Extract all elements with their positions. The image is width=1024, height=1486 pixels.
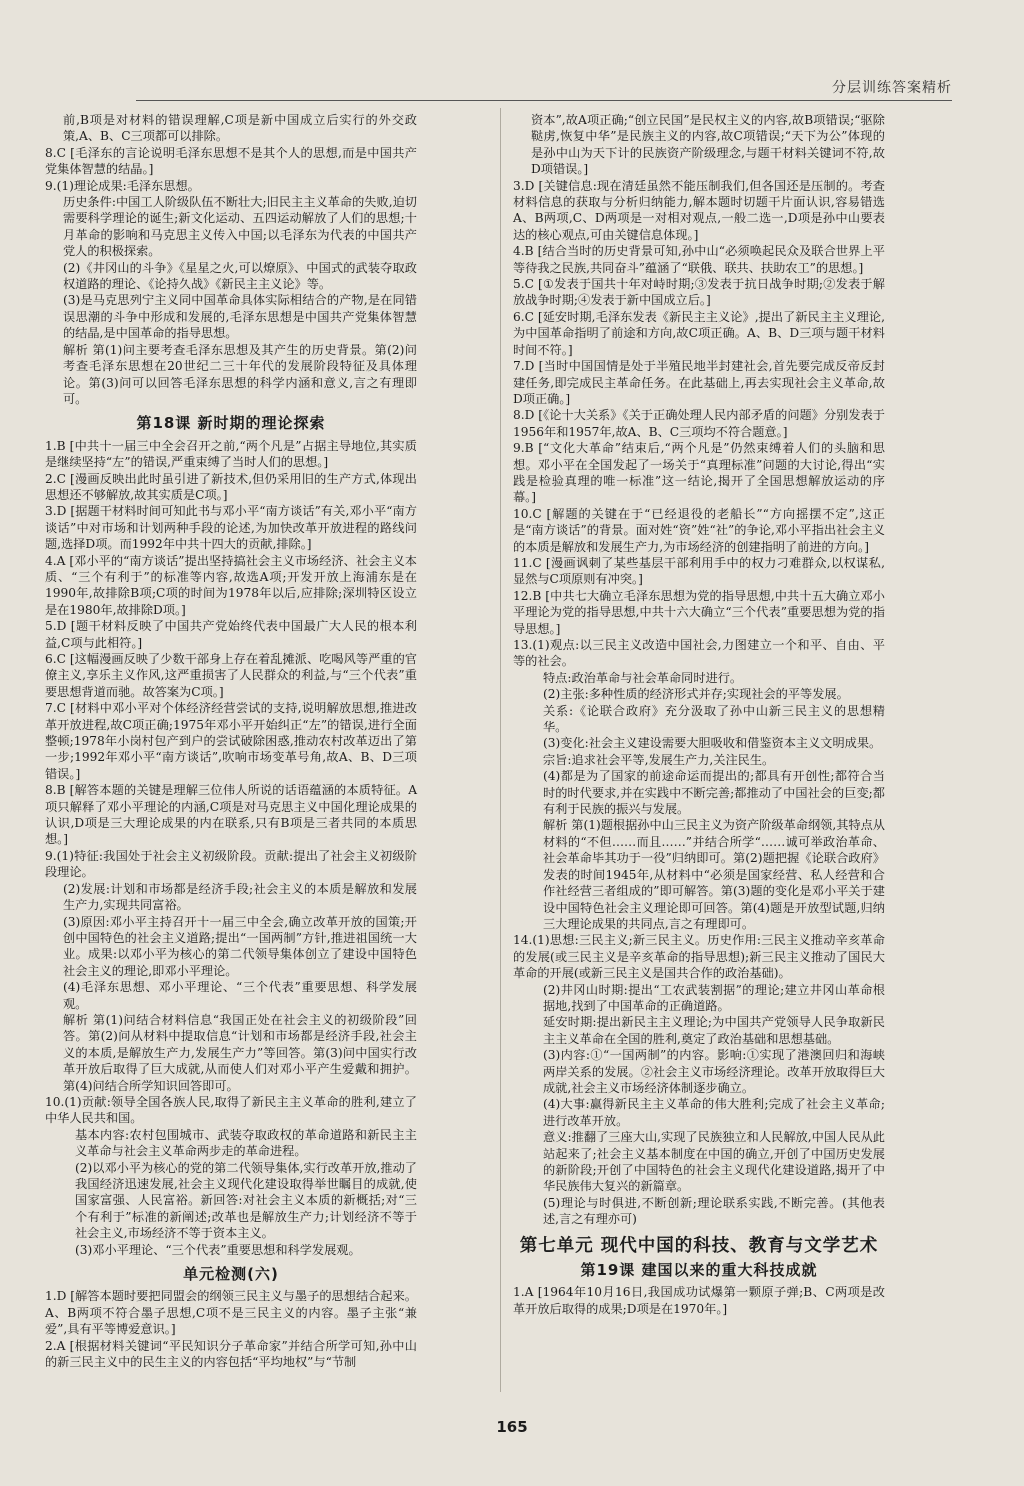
answer-paragraph: 5.D [题干材料反映了中国共产党始终代表中国最广大人民的根本利益,C项与此相符。] xyxy=(45,619,417,650)
answer-paragraph: 8.C [毛泽东的言论说明毛泽东思想不是其个人的思想,而是中国共产党集体智慧的结晶。] xyxy=(45,145,417,177)
answer-paragraph: 解析 第(1)题根据孙中山三民主义为资产阶级革命纲领,其特点从材料的“不但……而且……”并结合所学“……诚可举政治革命、社会革命毕其功于一役”归纳即可。第(2)题把握《论联合政府》发表的时间1945年,从材料中“必须是国家经营、私人经营和合作社经营三者组成的”即可解答。第(3)题的变化是邓小平关于建设中国特色社会主义理论即可回答。第(4)题是开放型试题,归纳三大理论成果的共同点,言之有理即可。 xyxy=(543,818,885,931)
answer-paragraph: 意义:推翻了三座大山,实现了民族独立和人民解放,中国人民从此站起来了;社会主义基本制度在中国的确立,开创了中国历史发展的新阶段;开创了中国特色的社会主义现代化建设道路,揭开了中华民族伟大复兴的新篇章。 xyxy=(543,1130,885,1194)
answer-paragraph: 10.(1)贡献:领导全国各族人民,取得了新民主主义革命的胜利,建立了中华人民共和国。 xyxy=(45,1094,417,1126)
answer-paragraph: 4.A [邓小平的“南方谈话”提出坚持搞社会主义市场经济、社会主义本质、“三个有利于”的标准等内容,故选A项;开发开放上海浦东是在1990年,故排除B项;C项的时间为1978年以后,应排除;深圳特区设立是在1980年,故排除D项。] xyxy=(45,553,417,617)
answer-paragraph: (4)都是为了国家的前途命运而提出的;都具有开创性;都符合当时的时代要求,并在实践中不断完善;都推动了中国社会的巨变;都有利于民族的振兴与发展。 xyxy=(543,769,885,817)
answer-paragraph: 7.D [当时中国国情是处于半殖民地半封建社会,首先要完成反帝反封建任务,即完成民主革命任务。在此基础上,再去实现社会主义革命,故D项正确。] xyxy=(513,359,885,406)
answer-paragraph: (2)井冈山时期:提出“工农武装割据”的理论;建立井冈山革命根据地,找到了中国革命的正确道路。 xyxy=(543,982,885,1013)
answer-paragraph: 12.B [中共七大确立毛泽东思想为党的指导思想,中共十五大确立邓小平理论为党的指导思想,中共十六大确立“三个代表”重要思想为党的指导思想。] xyxy=(513,588,885,636)
answer-paragraph: 13.(1)观点:以三民主义改造中国社会,力图建立一个和平、自由、平等的社会。 xyxy=(513,638,885,669)
answer-paragraph: 宗旨:追求社会平等,发展生产力,关注民生。 xyxy=(543,752,775,767)
right-column xyxy=(513,112,885,1317)
answer-paragraph: 解析 第(1)问主要考查毛泽东思想及其产生的历史背景。第(2)问考查毛泽东思想在20世纪二三十年代的发展阶段特征及具体理论。第(3)问可以回答毛泽东思想的科学内涵和意义,言之有理即可。 xyxy=(63,342,417,406)
answer-paragraph: (2)《井冈山的斗争》《星星之火,可以燎原》、中国式的武装夺取政权道路的理论、《论持久战》《新民主主义论》等。 xyxy=(63,260,417,292)
answer-paragraph: 资本”,故A项正确;“创立民国”是民权主义的内容,故B项错误;“驱除鞑虏,恢复中华”是民族主义的内容,故C项错误;“天下为公”体现的是孙中山为天下计的民族资产阶级理念,与题干材料关键词不符,故D项错误。] xyxy=(531,113,885,177)
answer-paragraph: 2.C [漫画反映出此时虽引进了新技术,但仍采用旧的生产方式,体现出思想还不够解放,故其实质是C项。] xyxy=(45,471,417,502)
answer-paragraph: 前,B项是对材料的错误理解,C项是新中国成立后实行的外交政策,A、B、C三项都可以排除。 xyxy=(63,113,417,144)
answer-paragraph: (3)变化:社会主义建设需要大胆吸收和借鉴资本主义文明成果。 xyxy=(543,736,882,751)
left-column xyxy=(45,112,417,1370)
answer-paragraph: 1.A [1964年10月16日,我国成功试爆第一颗原子弹;B、C两项是改革开放后取得的成果;D项是在1970年。] xyxy=(513,1285,885,1316)
section-heading: 第19课 建国以来的重大科技成就 xyxy=(580,1261,818,1280)
answer-paragraph: 9.B [“文化大革命”结束后,“两个凡是”仍然束缚着人们的头脑和思想。邓小平在全国发起了一场关于“真理标准”问题的大讨论,得出“实践是检验真理的唯一标准”这一结论,揭开了全国思想解放运动的序幕。] xyxy=(513,441,885,505)
answer-paragraph: 10.C [解题的关键在于“已经退役的老船长”“方向摇摆不定”,这正是“南方谈话”的背景。面对姓“资”姓“社”的争论,邓小平指出社会主义的本质是解放和发展生产力,为市场经济的创建指明了前进的方向。] xyxy=(513,506,885,554)
answer-paragraph: (5)理论与时俱进,不断创新;理论联系实践,不断完善。(其他表述,言之有理亦可) xyxy=(543,1195,885,1227)
answer-paragraph: 8.D [《论十大关系》《关于正确处理人民内部矛盾的问题》分别发表于1956年和1957年,故A、B、C三项均不符合题意。] xyxy=(513,408,885,439)
running-header: 分层训练答案精析 xyxy=(832,80,952,96)
answer-paragraph: 历史条件:中国工人阶级队伍不断壮大;旧民主主义革命的失败,迫切需要科学理论的诞生;新文化运动、五四运动解放了人们的思想;十月革命的影响和马克思主义传入中国;以毛泽东为代表的中国共产党人的积极探索。 xyxy=(63,195,417,259)
answer-paragraph: (3)原因:邓小平主持召开十一届三中全会,确立改革开放的国策;开创中国特色的社会主义道路;提出“一国两制”方针,推进祖国统一大业。成果:以邓小平为核心的第二代领导集体创立了建设中国特色社会主义的理论,即邓小平理论。 xyxy=(63,914,417,978)
answer-paragraph: (2)以邓小平为核心的党的第二代领导集体,实行改革开放,推动了我国经济迅速发展,社会主义现代化建设取得举世瞩目的成就,使国家富强、人民富裕。新回答:对社会主义本质的新概括;对“三个有利于”标准的新阐述;改革也是解放生产力;计划经济不等于社会主义,市场经济不等于资本主义。 xyxy=(75,1160,417,1241)
answer-paragraph: (3)邓小平理论、“三个代表”重要思想和科学发展观。 xyxy=(75,1242,361,1257)
answer-paragraph: (3)内容:①“一国两制”的内容。影响:①实现了港澳回归和海峡两岸关系的发展。②社会主义市场经济理论。改革开放取得巨大成就,社会主义市场经济体制逐步确立。 xyxy=(543,1048,885,1095)
answer-paragraph: 4.B [结合当时的历史背景可知,孙中山“必须唤起民众及联合世界上平等待我之民族,共同奋斗”蕴涵了“联俄、联共、扶助农工”的思想。] xyxy=(513,244,885,275)
answer-paragraph: 解析 第(1)问结合材料信息“我国正处在社会主义的初级阶段”回答。第(2)问从材料中提取信息“计划和市场都是经济手段,社会主义的本质,是解放生产力,发展生产力”等回答。第(3)问中国实行改革开放后取得了巨大成就,从而使人们对邓小平产生爱戴和拥护。第(4)问结合所学知识回答即可。 xyxy=(63,1012,417,1093)
answer-paragraph: 1.B [中共十一届三中全会召开之前,“两个凡是”占据主导地位,其实质是继续坚持“左”的错误,严重束缚了当时人们的思想。] xyxy=(45,438,417,470)
answer-paragraph: 5.C [①发表于国共十年对峙时期;③发表于抗日战争时期;②发表于解放战争时期;④发表于新中国成立后。] xyxy=(513,277,885,308)
answer-paragraph: 7.C [材料中邓小平对个体经济经营尝试的支持,说明解放思想,推进改革开放进程,故C项正确;1975年邓小平开始纠正“左”的错误,进行全面整顿;1978年小岗村包产到户的尝试破除困惑,推动农村改革迈出了第一步;1992年邓小平“南方谈话”,吹响市场变革号角,故A、B、D三项错误。] xyxy=(45,701,417,781)
answer-paragraph: (4)大事:赢得新民主主义革命的伟大胜利;完成了社会主义革命;进行改革开放。 xyxy=(543,1097,885,1128)
unit-heading: 第七单元 现代中国的科技、教育与文学艺术 xyxy=(519,1235,879,1256)
answer-paragraph: 9.(1)特征:我国处于社会主义初级阶段。贡献:提出了社会主义初级阶段理论。 xyxy=(45,848,417,880)
answer-paragraph: (3)是马克思列宁主义同中国革命具体实际相结合的产物,是在同错误思潮的斗争中形成和发展的,毛泽东思想是中国共产党集体智慧的结晶,是中国革命的指导思想。 xyxy=(63,293,417,341)
answer-paragraph: 3.D [据题干材料时间可知此书与邓小平“南方谈话”有关,邓小平“南方谈话”中对市场和计划两种手段的论述,为加快改革开放进程的路线问题,选择D项。而1992年中共十四大的贡献,排除。] xyxy=(45,504,417,552)
answer-paragraph: (2)发展:计划和市场都是经济手段;社会主义的本质是解放和发展生产力,实现共同富裕。 xyxy=(63,881,417,913)
header-rule xyxy=(136,100,952,101)
answer-paragraph: 8.B [解答本题的关键是理解三位伟人所说的话语蕴涵的本质特征。A项只解释了邓小平理论的内涵,C项是对马克思主义中国化理论成果的认识,D项是三大理论成果的内在联系,只有B项是三者共同的本质思想。] xyxy=(45,783,417,847)
answer-paragraph: 3.D [关键信息:现在清廷虽然不能压制我们,但各国还是压制的。考查材料信息的获取与分析归纳能力,解本题时切题干片面认识,容易错选A、B两项,C、D两项是一对相对观点,一般二选一,D项是孙中山要表达的核心观点,可由关键信息体现。] xyxy=(513,178,885,242)
answer-paragraph: (2)主张:多种性质的经济形式并存;实现社会的平等发展。 xyxy=(543,687,849,702)
answer-paragraph: 延安时期:提出新民主主义理论;为中国共产党领导人民争取新民主主义革命在全国的胜利,奠定了政治基础和思想基础。 xyxy=(543,1015,885,1046)
answer-paragraph: 关系:《论联合政府》充分汲取了孙中山新三民主义的思想精华。 xyxy=(543,703,885,735)
answer-paragraph: 9.(1)理论成果:毛泽东思想。 xyxy=(45,178,200,193)
answer-paragraph: 11.C [漫画讽刺了某些基层干部利用手中的权力刁难群众,以权谋私,显然与C项原则有冲突。] xyxy=(513,555,885,587)
answer-paragraph: 1.D [解答本题时要把同盟会的纲领三民主义与墨子的思想结合起来。A、B两项不符合墨子思想,C项不是三民主义的内容。墨子主张“兼爱”,具有平等博爱意识。] xyxy=(45,1289,417,1337)
column-divider xyxy=(500,108,501,1392)
section-heading: 第18课 新时期的理论探索 xyxy=(136,414,326,433)
answer-paragraph: 特点:政治革命与社会革命同时进行。 xyxy=(543,670,743,685)
answer-paragraph: 6.C [这幅漫画反映了少数干部身上存在着乱摊派、吃喝风等严重的官僚主义,享乐主义作风,这严重损害了人民群众的利益,与“三个代表”重要思想背道而驰。故答案为C项。] xyxy=(45,652,417,699)
answer-paragraph: 基本内容:农村包围城市、武装夺取政权的革命道路和新民主主义革命与社会主义革命两步走的革命进程。 xyxy=(75,1127,417,1159)
page-number: 165 xyxy=(496,1418,528,1436)
answer-paragraph: 6.C [延安时期,毛泽东发表《新民主主义论》,提出了新民主主义理论,为中国革命指明了前途和方向,故C项正确。A、B、D三项与题干材料时间不符。] xyxy=(513,309,885,357)
answer-paragraph: (4)毛泽东思想、邓小平理论、“三个代表”重要思想、科学发展观。 xyxy=(63,980,417,1011)
answer-paragraph: 14.(1)思想:三民主义;新三民主义。历史作用:三民主义推动辛亥革命的发展(或三民主义是辛亥革命的指导思想);新三民主义推动了国民大革命的开展(或新三民主义是国共合作的政治基础)。 xyxy=(513,933,885,981)
section-heading: 单元检测(六) xyxy=(183,1265,279,1284)
answer-paragraph: 2.A [根据材料关键词“平民知识分子革命家”并结合所学可知,孙中山的新三民主义中的民生主义的内容包括“平均地权”与“节制 xyxy=(45,1338,417,1370)
